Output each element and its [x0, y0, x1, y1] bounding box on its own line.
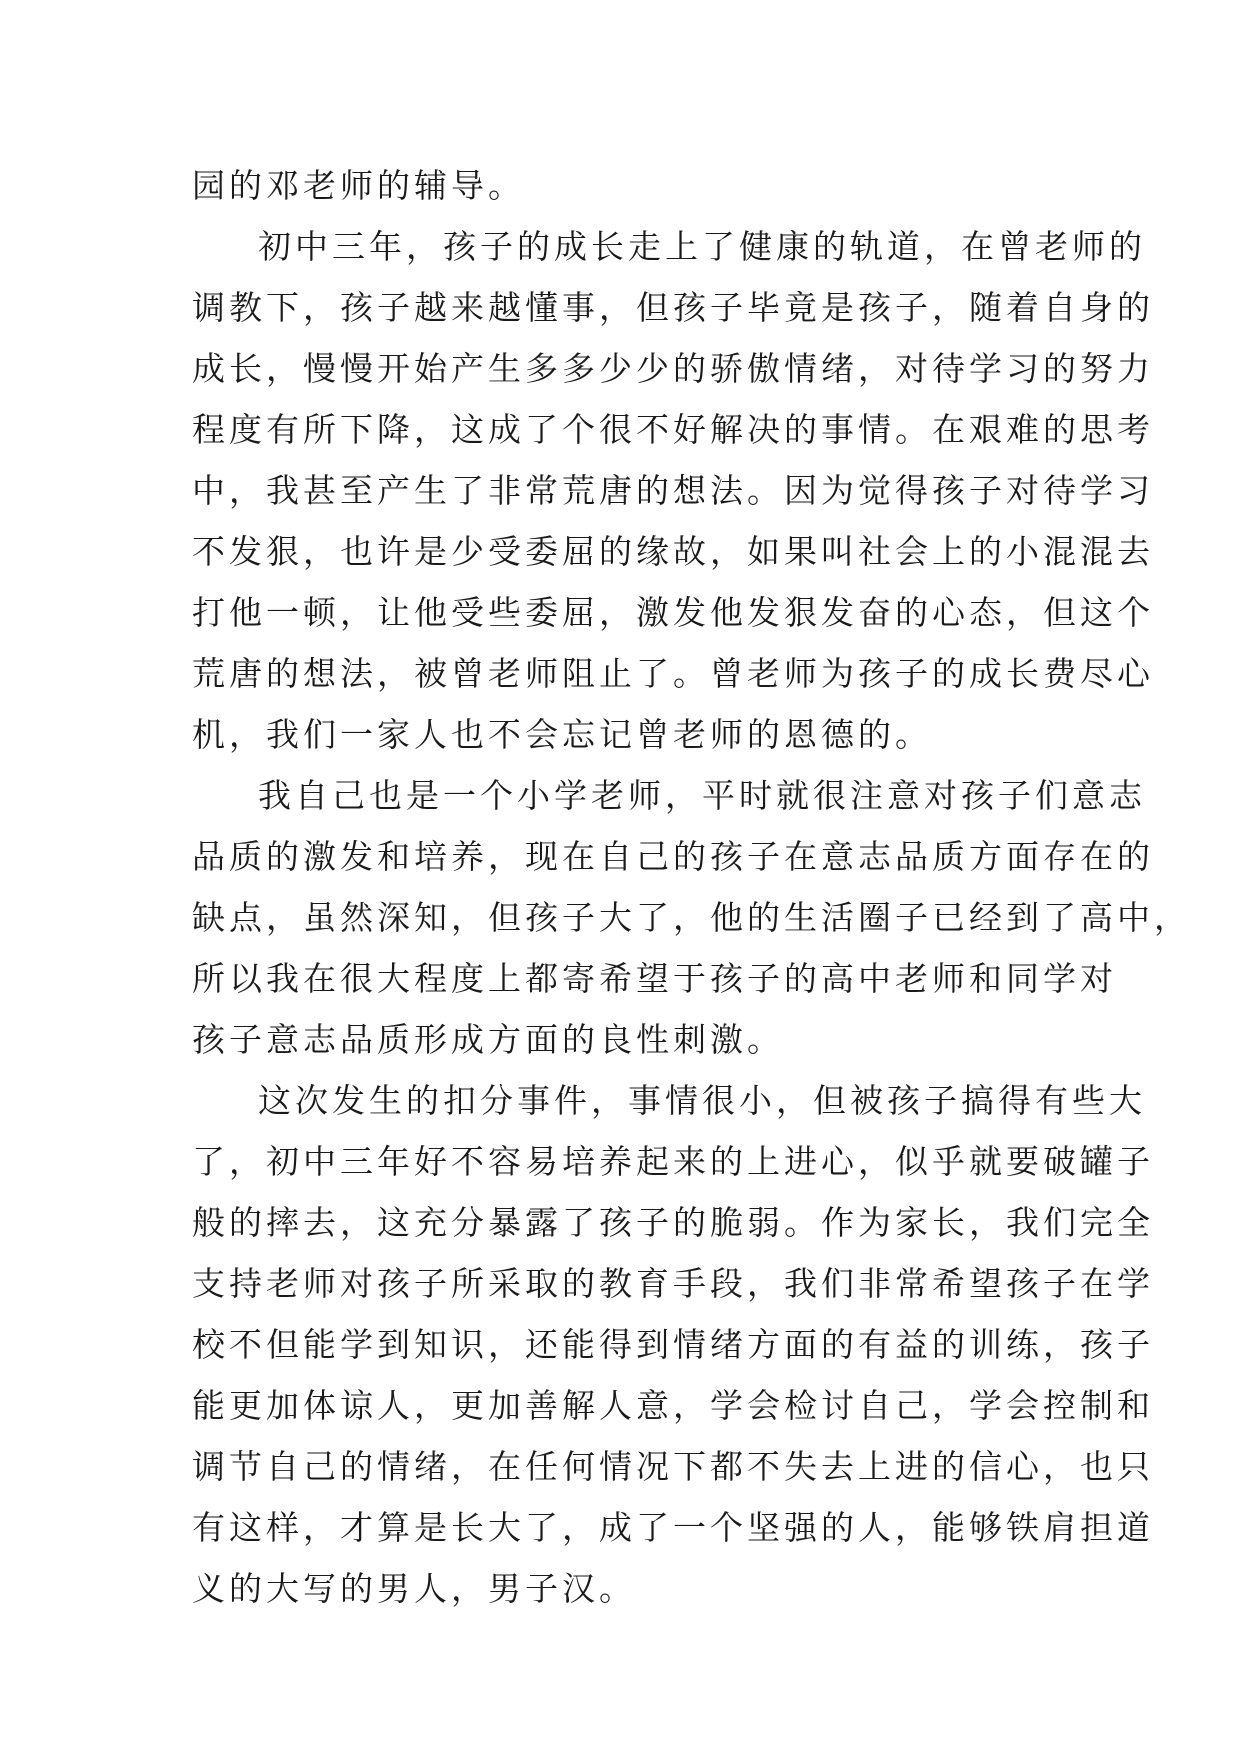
paragraph-line: 初中三年，孩子的成长走上了健康的轨道，在曾老师的	[258, 227, 1146, 266]
paragraph-line: 打他一顿，让他受些委屈，激发他发狠发奋的心态，但这个	[192, 593, 1154, 632]
paragraph-line: 支持老师对孩子所采取的教育手段，我们非常希望孩子在学	[192, 1264, 1154, 1303]
paragraph-line: 调节自己的情绪，在任何情况下都不失去上进的信心，也只	[192, 1447, 1154, 1486]
paragraph-line: 这次发生的扣分事件，事情很小，但被孩子搞得有些大	[258, 1081, 1146, 1120]
paragraph-line: 调教下，孩子越来越懂事，但孩子毕竟是孩子，随着自身的	[192, 288, 1154, 327]
paragraph-line: 荒唐的想法，被曾老师阻止了。曾老师为孩子的成长费尽心	[192, 654, 1154, 693]
paragraph-line: 成长，慢慢开始产生多多少少的骄傲情绪，对待学习的努力	[192, 349, 1154, 388]
paragraph-line: 所以我在很大程度上都寄希望于孩子的高中老师和同学对	[192, 959, 1117, 998]
paragraph-line: 中，我甚至产生了非常荒唐的想法。因为觉得孩子对待学习	[192, 471, 1154, 510]
paragraph-line: 校不但能学到知识，还能得到情绪方面的有益的训练，孩子	[192, 1325, 1154, 1364]
paragraph-line: 不发狠，也许是少受委屈的缘故，如果叫社会上的小混混去	[192, 532, 1154, 571]
paragraph-line: 孩子意志品质形成方面的良性刺激。	[192, 1020, 784, 1059]
paragraph-line: 能更加体谅人，更加善解人意，学会检讨自己，学会控制和	[192, 1386, 1154, 1425]
paragraph-line: 我自己也是一个小学老师，平时就很注意对孩子们意志	[258, 776, 1146, 815]
paragraph-line: 了，初中三年好不容易培养起来的上进心，似乎就要破罐子	[192, 1142, 1154, 1181]
paragraph-line: 有这样，才算是长大了，成了一个坚强的人，能够铁肩担道	[192, 1508, 1154, 1547]
paragraph-line: 机，我们一家人也不会忘记曾老师的恩德的。	[192, 715, 932, 754]
paragraph-line: 程度有所下降，这成了个很不好解决的事情。在艰难的思考	[192, 410, 1154, 449]
paragraph-line: 缺点，虽然深知，但孩子大了，他的生活圈子已经到了高中，	[192, 898, 1191, 937]
paragraph-line: 品质的激发和培养，现在自己的孩子在意志品质方面存在的	[192, 837, 1154, 876]
paragraph-line: 义的大写的男人，男子汉。	[192, 1569, 636, 1608]
paragraph-line: 园的邓老师的辅导。	[192, 166, 525, 205]
paragraph-line: 般的摔去，这充分暴露了孩子的脆弱。作为家长，我们完全	[192, 1203, 1154, 1242]
document-body	[192, 155, 1191, 1619]
